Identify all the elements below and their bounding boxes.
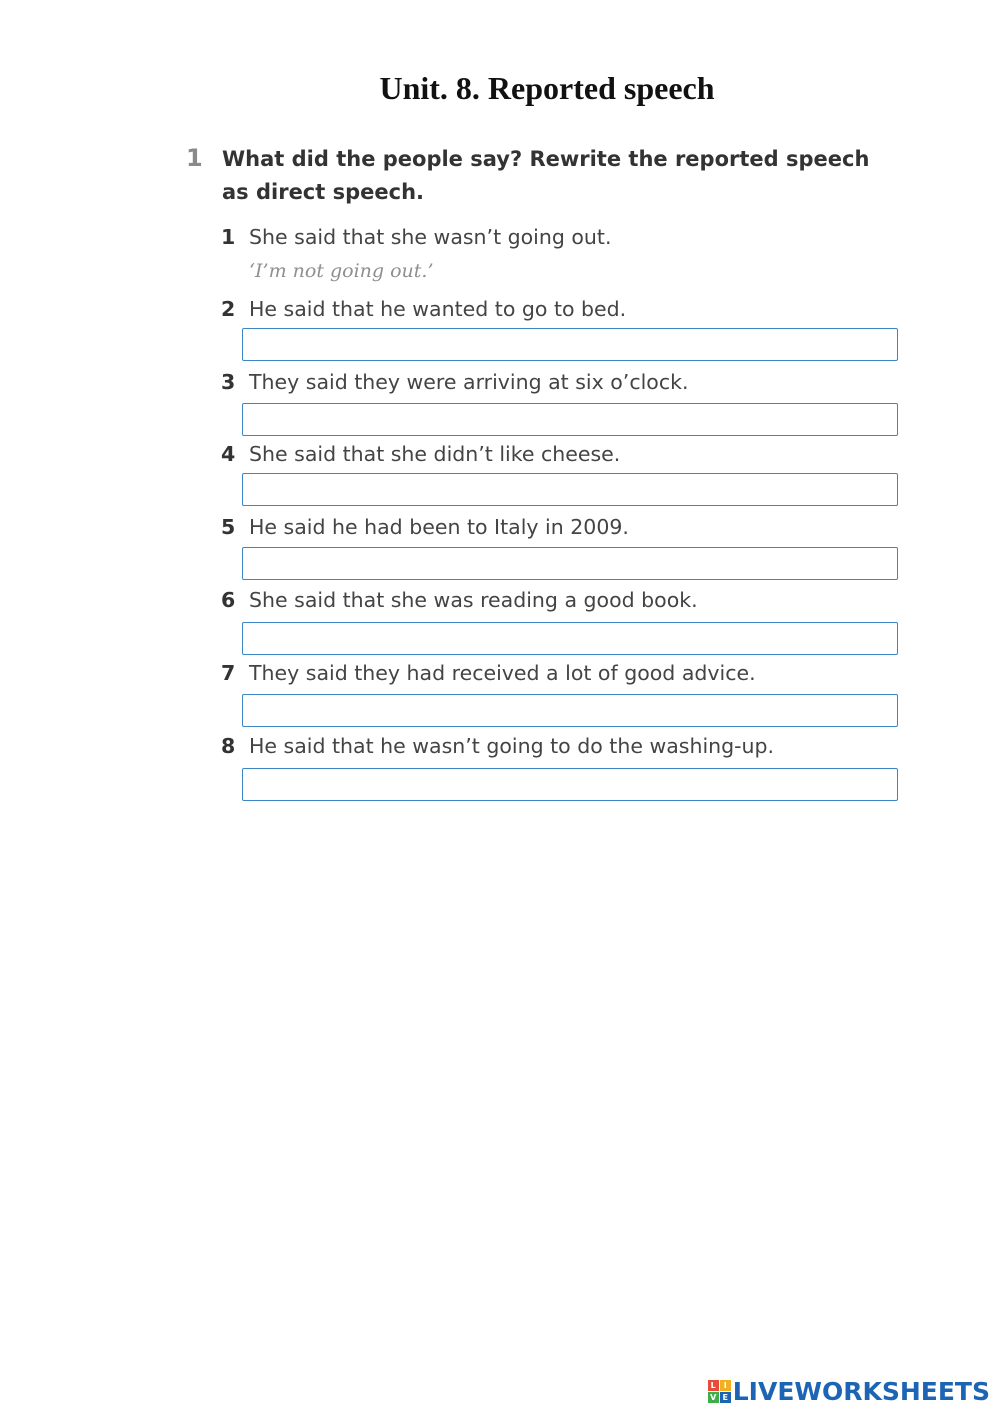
item-text: He said that he wanted to go to bed. [249,297,627,321]
item-number: 5 [221,515,236,539]
answer-input-6[interactable] [242,622,898,655]
answer-input-7[interactable] [242,694,898,727]
liveworksheets-logo-icon [708,1380,731,1403]
answer-input-5[interactable] [242,547,898,580]
answer-input-8[interactable] [242,768,898,801]
list-item [221,225,611,249]
item-text: He said he had been to Italy in 2009. [249,515,629,539]
logo-tile: L [708,1380,719,1391]
item-text: They said they were arriving at six o’clock. [249,370,689,394]
answer-input-4[interactable] [242,473,898,506]
list-item [221,515,629,539]
page-title: Unit. 8. Reported speech [379,70,715,106]
item-text: She said that she wasn’t going out. [249,225,612,249]
list-item [221,442,620,466]
list-item [221,734,774,758]
logo-tile: V [708,1392,719,1403]
item-number: 2 [221,297,236,321]
item-number: 1 [221,225,236,249]
example-answer: ‘I’m not going out.’ [249,260,434,282]
item-text: He said that he wasn’t going to do the washing-up. [249,734,775,758]
list-item [221,370,689,394]
liveworksheets-logo [708,1377,990,1406]
logo-tile: I [720,1380,731,1391]
exercise-instruction: What did the people say? Rewrite the reported speech as direct speech. [222,147,870,204]
list-item [221,588,698,612]
item-text: She said that she was reading a good book. [249,588,698,612]
item-number: 8 [221,734,236,758]
item-number: 7 [221,661,236,685]
item-number: 4 [221,442,236,466]
item-text: She said that she didn’t like cheese. [249,442,621,466]
logo-tile: E [720,1392,731,1403]
answer-input-3[interactable] [242,403,898,436]
item-number: 6 [221,588,236,612]
item-number: 3 [221,370,236,394]
item-text: They said they had received a lot of good advice. [249,661,756,685]
list-item [221,297,626,321]
answer-input-2[interactable] [242,328,898,361]
liveworksheets-wordmark: LIVEWORKSHEETS [732,1377,990,1406]
exercise-number: 1 [186,144,203,172]
list-item [221,661,756,685]
